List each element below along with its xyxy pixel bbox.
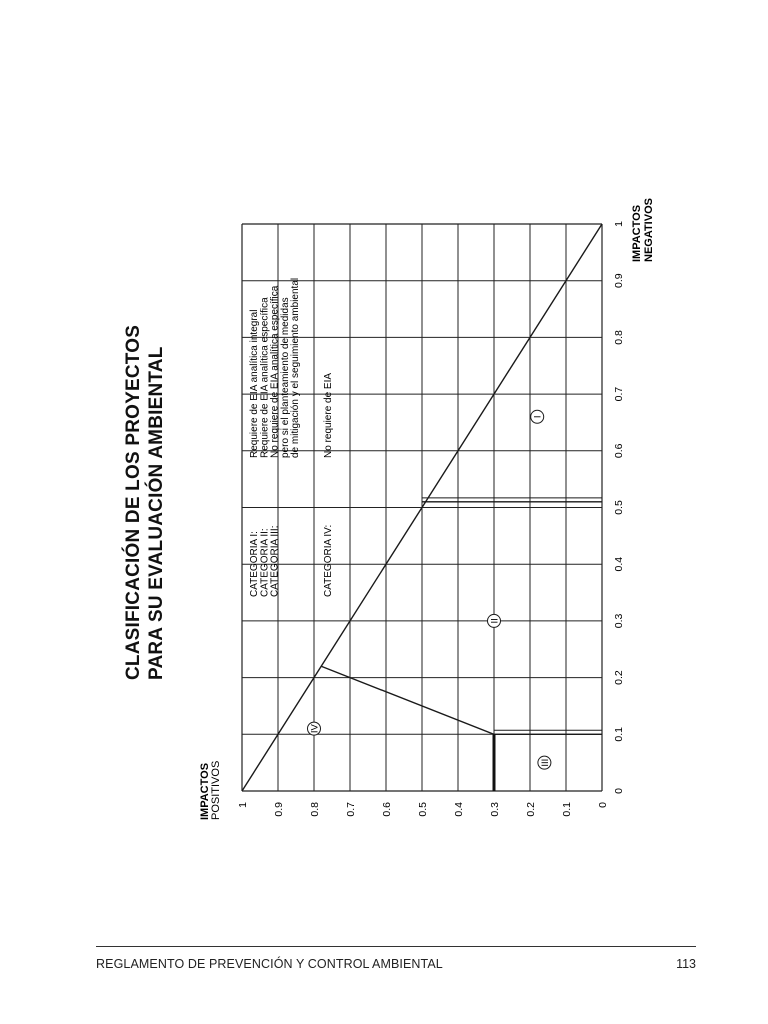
region-label: I: [532, 415, 544, 419]
boundary-line-1: [321, 666, 494, 791]
legend-category: CATEGORIA II:: [259, 528, 271, 597]
legend-category: CATEGORIA III:: [269, 525, 281, 597]
title-line-2: PARA SU EVALUACIÓN AMBIENTAL: [146, 346, 167, 680]
title-line-1: CLASIFICACIÓN DE LOS PROYECTOS: [123, 324, 144, 680]
x-tick-label: 0.8: [613, 330, 625, 345]
x-tick-label: 0.4: [613, 556, 625, 572]
y-tick-label: 0.6: [381, 802, 393, 817]
footer-text: REGLAMENTO DE PREVENCIÓN Y CONTROL AMBIENTAL: [96, 957, 443, 971]
region-label: IV: [309, 724, 321, 734]
x-tick-label: 0.3: [613, 613, 625, 629]
x-axis-label: IMPACTOS: [631, 204, 643, 262]
x-tick-label: 0: [613, 788, 625, 794]
page-number: 113: [676, 957, 696, 971]
legend-description: pero si el planteamiento de medidas: [279, 297, 291, 458]
x-tick-label: 0.9: [613, 273, 625, 289]
y-tick-label: 0.3: [489, 802, 501, 817]
legend-description: Requiere de EIA analítica específica: [259, 297, 271, 458]
x-tick-label: 0.6: [613, 443, 625, 459]
x-tick-label: 0.7: [613, 386, 625, 402]
y-tick-label: 1: [237, 802, 249, 808]
y-axis-label: IMPACTOS: [199, 762, 211, 820]
legend-description: No requiere de EIA: [323, 372, 334, 458]
x-tick-label: 0.5: [613, 500, 625, 515]
legend-category: CATEGORIA IV:: [323, 524, 334, 597]
y-axis-label: POSITIVOS: [210, 760, 222, 820]
legend-category: CATEGORIA I:: [249, 531, 260, 597]
y-tick-label: 0.8: [309, 802, 321, 817]
y-tick-label: 0: [597, 802, 609, 808]
y-tick-label: 0.7: [345, 802, 357, 817]
x-tick-label: 0.2: [613, 670, 625, 685]
chart-legend: [249, 278, 334, 597]
x-tick-label: 1: [613, 221, 625, 227]
legend-description: Requiere de EIA analítica integral: [249, 309, 260, 458]
legend-description: No requiere de EIA analítica específica: [269, 285, 281, 458]
y-tick-label: 0.4: [453, 802, 465, 817]
region-label: III: [539, 758, 551, 767]
chart-region-labels: [308, 410, 551, 769]
x-tick-label: 0.1: [613, 726, 625, 742]
legend-description: de mitigación y el seguimiento ambiental: [290, 277, 302, 458]
x-axis-label: NEGATIVOS: [643, 198, 655, 262]
y-tick-label: 0.5: [417, 802, 429, 817]
y-tick-label: 0.1: [561, 802, 573, 817]
y-tick-label: 0.2: [525, 802, 537, 817]
region-label: II: [489, 618, 501, 624]
footer-rule: [96, 946, 696, 947]
y-tick-label: 0.9: [273, 802, 285, 817]
chart-axis-labels: [199, 198, 655, 820]
